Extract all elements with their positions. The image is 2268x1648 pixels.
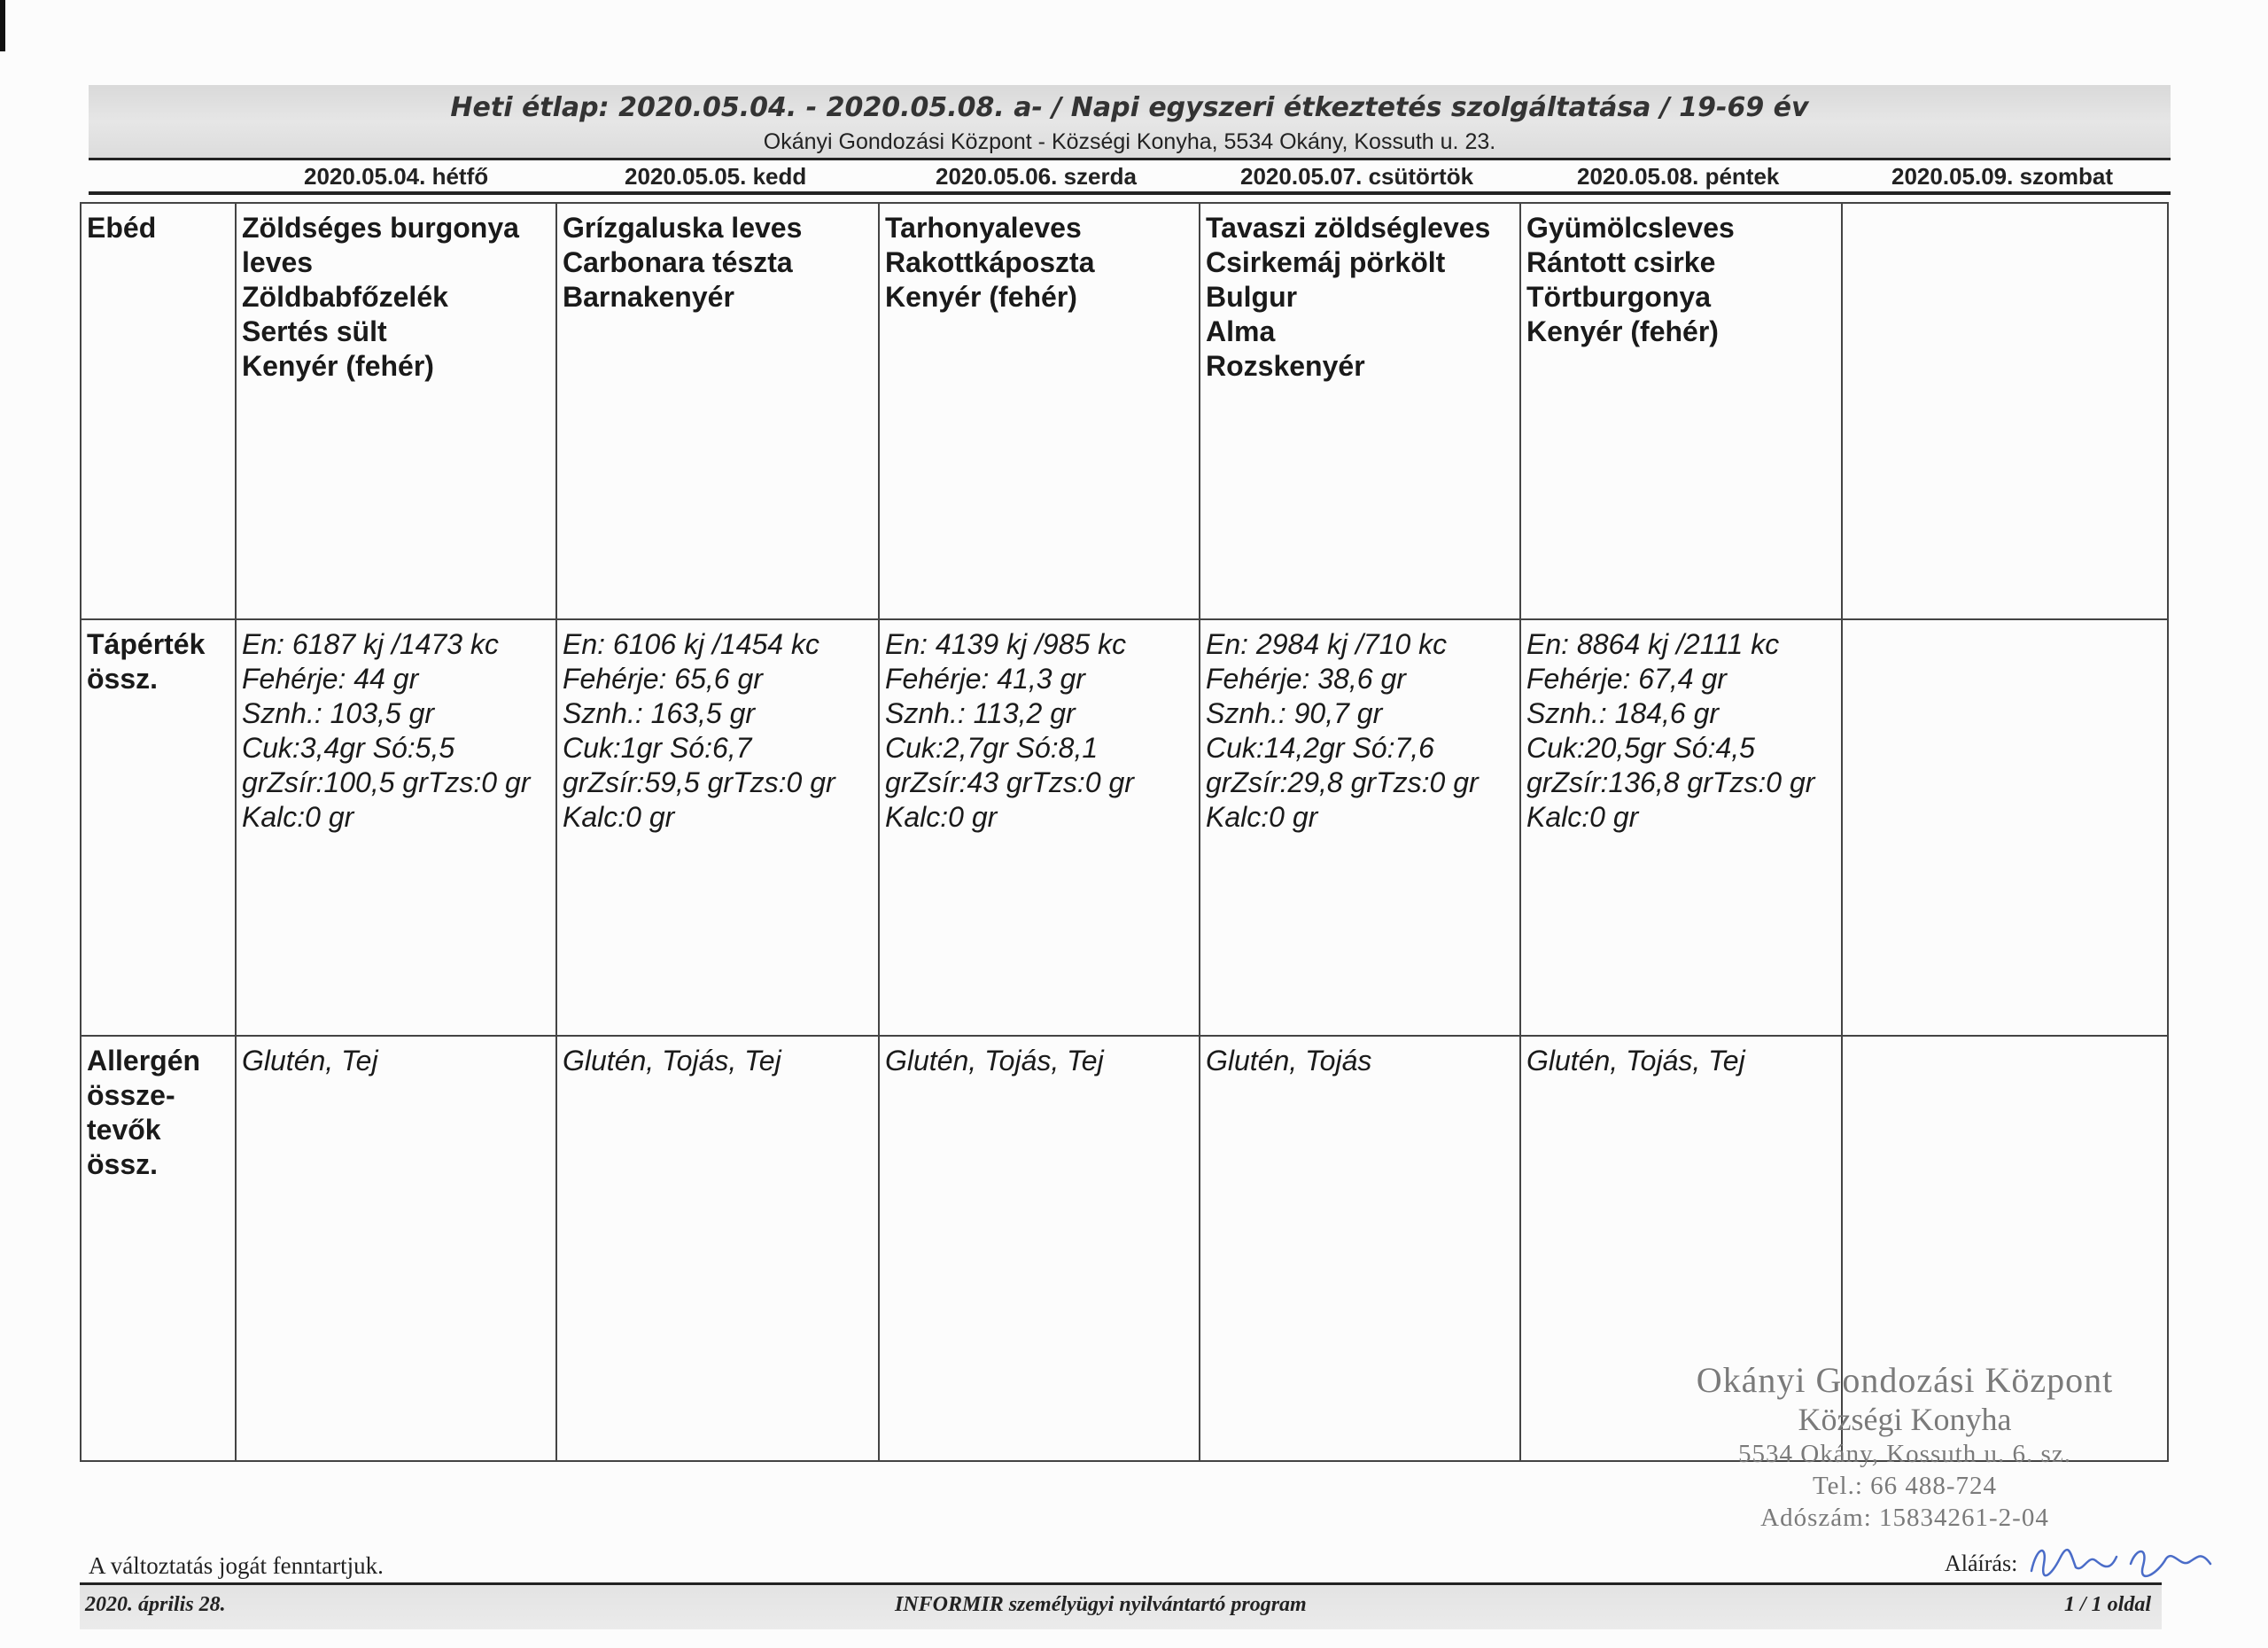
nutrition-value: Cuk:3,4gr Só:5,5 [242,732,455,764]
nutrition-value: Sznh.: 184,6 gr [1526,697,1720,729]
handwritten-signature [2024,1537,2219,1582]
dish-item: Törtburgonya [1526,281,1711,313]
nutrition-value: En: 6106 kj /1454 kc [563,628,819,660]
nutrition-value: Kalc:0 gr [563,801,675,833]
dish-item: Sertés sült [242,315,387,347]
dish-item: Rántott csirke [1526,246,1716,278]
header-rule [89,158,2171,160]
nutrition-value: Cuk:2,7gr Só:8,1 [885,732,1099,764]
nutrition-cell-friday [1520,619,1842,1036]
nutrition-value: Kalc:0 gr [1206,801,1318,833]
lunch-cell-friday [1520,203,1842,619]
allergen-label-cell [81,1036,236,1461]
nutrition-value: En: 4139 kj /985 kc [885,628,1127,660]
footer-page-number: 1 / 1 oldal [2064,1593,2152,1616]
nutrition-value: Kalc:0 gr [242,801,354,833]
allergen-value: Glutén, Tej [242,1045,378,1077]
nutrition-cell-saturday [1842,619,2168,1036]
day-header-wednesday: 2020.05.06. szerda [936,163,1137,190]
dish-item: Gyümölcsleves [1526,212,1735,244]
allergen-value: Glutén, Tojás [1206,1045,1372,1077]
dish-item: Tavaszi zöldségleves [1206,212,1491,244]
allergen-label: tevők [87,1114,161,1146]
nutrition-value: Sznh.: 90,7 gr [1206,697,1383,729]
dish-item: Kenyér (fehér) [1526,315,1719,347]
stamp-line: Községi Konyha [1798,1402,2012,1437]
day-header-thursday: 2020.05.07. csütörtök [1240,163,1474,190]
nutrition-value: grZsír:29,8 grTzs:0 gr [1206,766,1479,798]
nutrition-value: grZsír:100,5 grTzs:0 gr [242,766,531,798]
dish-item: Grízgaluska leves [563,212,803,244]
nutrition-value: grZsír:43 grTzs:0 gr [885,766,1134,798]
institution-stamp [1666,1360,2144,1534]
nutrition-value: Sznh.: 103,5 gr [242,697,435,729]
dish-item: Tarhonyaleves [885,212,1082,244]
dish-item: Barnakenyér [563,281,734,313]
day-header-saturday: 2020.05.09. szombat [1891,163,2114,190]
nutrition-value: grZsír:59,5 grTzs:0 gr [563,766,835,798]
nutrition-value: Sznh.: 163,5 gr [563,697,756,729]
allergen-cell-wednesday [879,1036,1200,1461]
nutrition-value: Fehérje: 67,4 gr [1526,663,1727,695]
dish-item: Kenyér (fehér) [242,350,434,382]
nutrition-value: En: 8864 kj /2111 kc [1526,628,1780,660]
weekly-menu-table [80,202,2169,1462]
stamp-line: 5534 Okány, Kossuth u. 6. sz. [1738,1440,2071,1468]
stamp-line: Adószám: 15834261-2-04 [1760,1504,2049,1532]
nutrition-value: Kalc:0 gr [1526,801,1639,833]
menu-subtitle: Okányi Gondozási Központ - Községi Konyha, 5534 Okány, Kossuth u. 23. [763,129,1496,154]
nutrition-value: Sznh.: 113,2 gr [885,697,1076,729]
signature-label: Aláírás: [1945,1551,2018,1576]
lunch-cell-wednesday [879,203,1200,619]
lunch-label-cell [81,203,236,619]
lunch-label: Ebéd [87,212,157,244]
nutrition-label: Tápérték [87,628,206,660]
lunch-cell-saturday [1842,203,2168,619]
nutrition-value: Kalc:0 gr [885,801,998,833]
dish-item: Rakottkáposzta [885,246,1095,278]
nutrition-label-cell [81,619,236,1036]
day-header-friday: 2020.05.08. péntek [1577,163,1780,190]
lunch-cell-tuesday [556,203,879,619]
scan-edge-mark [0,0,5,51]
lunch-cell-monday [236,203,556,619]
allergen-value: Glutén, Tojás, Tej [1526,1045,1745,1077]
nutrition-label: össz. [87,663,159,695]
nutrition-value: En: 2984 kj /710 kc [1206,628,1448,660]
dish-item: Alma [1206,315,1276,347]
nutrition-value: Cuk:1gr Só:6,7 [563,732,752,764]
nutrition-cell-tuesday [556,619,879,1036]
nutrition-value: Cuk:14,2gr Só:7,6 [1206,732,1434,764]
allergen-cell-tuesday [556,1036,879,1461]
dish-item: leves [242,246,314,278]
nutrition-cell-wednesday [879,619,1200,1036]
allergen-cell-monday [236,1036,556,1461]
lunch-row [81,203,2168,619]
nutrition-value: Fehérje: 44 gr [242,663,419,695]
stamp-line: Tel.: 66 488-724 [1812,1472,1998,1500]
dish-item: Kenyér (fehér) [885,281,1077,313]
day-header-tuesday: 2020.05.05. kedd [625,163,807,190]
nutrition-value: Fehérje: 65,6 gr [563,663,763,695]
allergen-label: Allergén [87,1045,201,1077]
nutrition-value: Cuk:20,5gr Só:4,5 [1526,732,1755,764]
nutrition-cell-monday [236,619,556,1036]
dish-item: Carbonara tészta [563,246,793,278]
dish-item: Bulgur [1206,281,1298,313]
allergen-label: össze- [87,1079,175,1111]
dish-item: Csirkemáj pörkölt [1206,246,1446,278]
day-header-monday: 2020.05.04. hétfő [304,163,489,190]
nutrition-value: Fehérje: 38,6 gr [1206,663,1406,695]
dish-item: Rozskenyér [1206,350,1365,382]
nutrition-cell-thursday [1200,619,1520,1036]
allergen-value: Glutén, Tojás, Tej [885,1045,1104,1077]
nutrition-row [81,619,2168,1036]
footer-date: 2020. április 28. [85,1593,226,1616]
disclaimer-note: A változtatás jogát fenntartjuk. [89,1552,384,1579]
nutrition-value: grZsír:136,8 grTzs:0 gr [1526,766,1815,798]
day-header-row [89,163,2171,190]
dish-item: Zöldséges burgonya [242,212,519,244]
allergen-value: Glutén, Tojás, Tej [563,1045,781,1077]
allergen-label: össz. [87,1148,159,1180]
menu-title: Heti étlap: 2020.05.04. - 2020.05.08. a- / Napi egyszeri étkeztetés szolgáltatása / 19-69 év [450,92,1809,123]
nutrition-value: Fehérje: 41,3 gr [885,663,1085,695]
dish-item: Zöldbabfőzelék [242,281,448,313]
footer-program: INFORMIR személyügyi nyilvántartó program [895,1593,1307,1616]
lunch-cell-thursday [1200,203,1520,619]
nutrition-value: En: 6187 kj /1473 kc [242,628,499,660]
allergen-cell-thursday [1200,1036,1520,1461]
stamp-line: Okányi Gondozási Központ [1696,1360,2114,1400]
day-header-rule [89,191,2171,195]
